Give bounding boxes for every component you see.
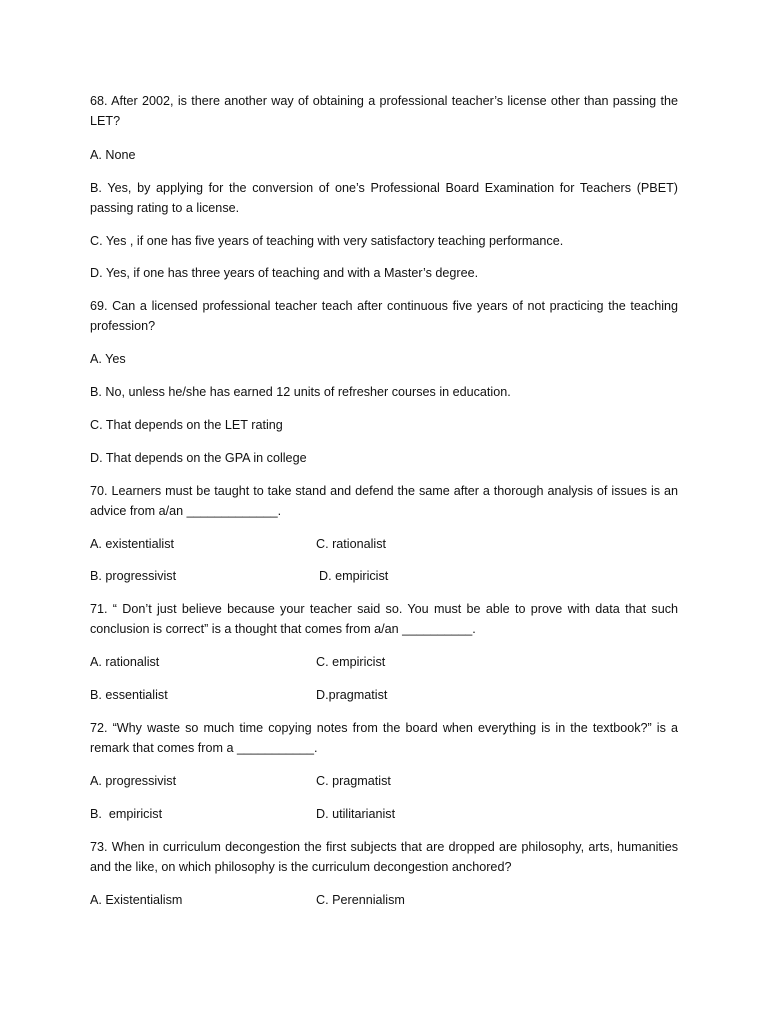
q70-option-c: C. rationalist <box>316 537 386 551</box>
q73-option-a: A. Existentialism <box>90 893 183 907</box>
q72-option-a: A. progressivist <box>90 774 177 788</box>
q71-option-a: A. rationalist <box>90 655 160 669</box>
q72-option-c: C. pragmatist <box>316 774 391 788</box>
q71-option-d: D.pragmatist <box>316 688 388 702</box>
q68-option-c: C. Yes , if one has five years of teaching with very satisfactory teaching performance. <box>90 234 564 248</box>
q68-option-d: D. Yes, if one has three years of teaching and with a Master’s degree. <box>90 266 479 280</box>
question-69: 69. Can a licensed professional teacher teach after continuous five years of not practicing the teaching profession? <box>90 299 678 333</box>
q73-option-c: C. Perennialism <box>316 893 405 907</box>
q72-option-d: D. utilitarianist <box>316 807 396 821</box>
question-68: 68. After 2002, is there another way of obtaining a professional teacher’s license other than passing the LET? <box>90 94 678 128</box>
q71-option-c: C. empiricist <box>316 655 386 669</box>
question-70: 70. Learners must be taught to take stand and defend the same after a thorough analysis of issues is an advice from a/an _____________. <box>90 484 678 518</box>
q70-option-d: D. empiricist <box>319 569 389 583</box>
question-71: 71. “ Don’t just believe because your teacher said so. You must be able to prove with data that such conclusion is correct” is a thought that comes from a/an __________. <box>90 602 678 636</box>
q71-option-b: B. essentialist <box>90 688 168 702</box>
question-73: 73. When in curriculum decongestion the first subjects that are dropped are philosophy, arts, humanities and the like, on which philosophy is the curriculum decongestion anchored? <box>90 840 678 874</box>
question-72: 72. “Why waste so much time copying notes from the board when everything is in the textbook?” is a remark that comes from a ___________. <box>90 721 678 755</box>
q68-option-a: A. None <box>90 148 136 162</box>
q69-option-c: C. That depends on the LET rating <box>90 418 283 432</box>
q68-option-b: B. Yes, by applying for the conversion of one’s Professional Board Examination for Teachers (PBET) passing rating to a license. <box>90 181 678 215</box>
q69-option-d: D. That depends on the GPA in college <box>90 451 307 465</box>
q72-option-b: B. empiricist <box>90 807 163 821</box>
q70-option-b: B. progressivist <box>90 569 177 583</box>
q70-option-a: A. existentialist <box>90 537 174 551</box>
q69-option-a: A. Yes <box>90 352 126 366</box>
q69-option-b: B. No, unless he/she has earned 12 units of refresher courses in education. <box>90 385 511 399</box>
